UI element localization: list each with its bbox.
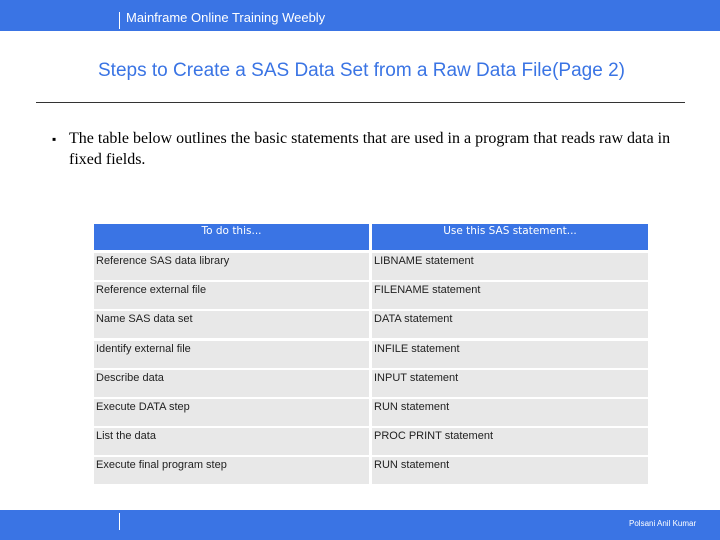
header-bar — [0, 0, 720, 31]
table-header-cell: Use this SAS statement... — [372, 224, 648, 250]
title-underline — [36, 102, 685, 103]
header-divider — [119, 12, 120, 29]
statement-cell: INFILE statement — [372, 341, 648, 368]
bullet-point — [52, 128, 692, 170]
statement-cell: FILENAME statement — [372, 282, 648, 309]
header-brand: Mainframe Online Training Weebly — [126, 10, 326, 25]
task-cell: List the data — [94, 428, 369, 455]
table-header-cell: To do this... — [94, 224, 369, 250]
task-cell: Name SAS data set — [94, 311, 369, 338]
statement-cell: RUN statement — [372, 457, 648, 484]
slide-title: Steps to Create a SAS Data Set from a Raw Data File(Page 2) — [98, 60, 625, 81]
task-cell: Identify external file — [94, 341, 369, 368]
footer-bar — [0, 510, 720, 540]
task-cell: Execute final program step — [94, 457, 369, 484]
footer-author: Polsani Anil Kumar — [629, 519, 697, 528]
statement-cell: DATA statement — [372, 311, 648, 338]
task-cell: Describe data — [94, 370, 369, 397]
bullet-icon: ▪ — [52, 132, 57, 146]
task-cell: Execute DATA step — [94, 399, 369, 426]
task-cell: Reference SAS data library — [94, 253, 369, 280]
statement-cell: INPUT statement — [372, 370, 648, 397]
statement-cell: LIBNAME statement — [372, 253, 648, 280]
statement-cell: RUN statement — [372, 399, 648, 426]
statement-cell: PROC PRINT statement — [372, 428, 648, 455]
task-cell: Reference external file — [94, 282, 369, 309]
footer-divider — [119, 513, 120, 530]
bullet-text: The table below outlines the basic statements that are used in a program that reads raw data in fixed fields. — [69, 130, 671, 168]
